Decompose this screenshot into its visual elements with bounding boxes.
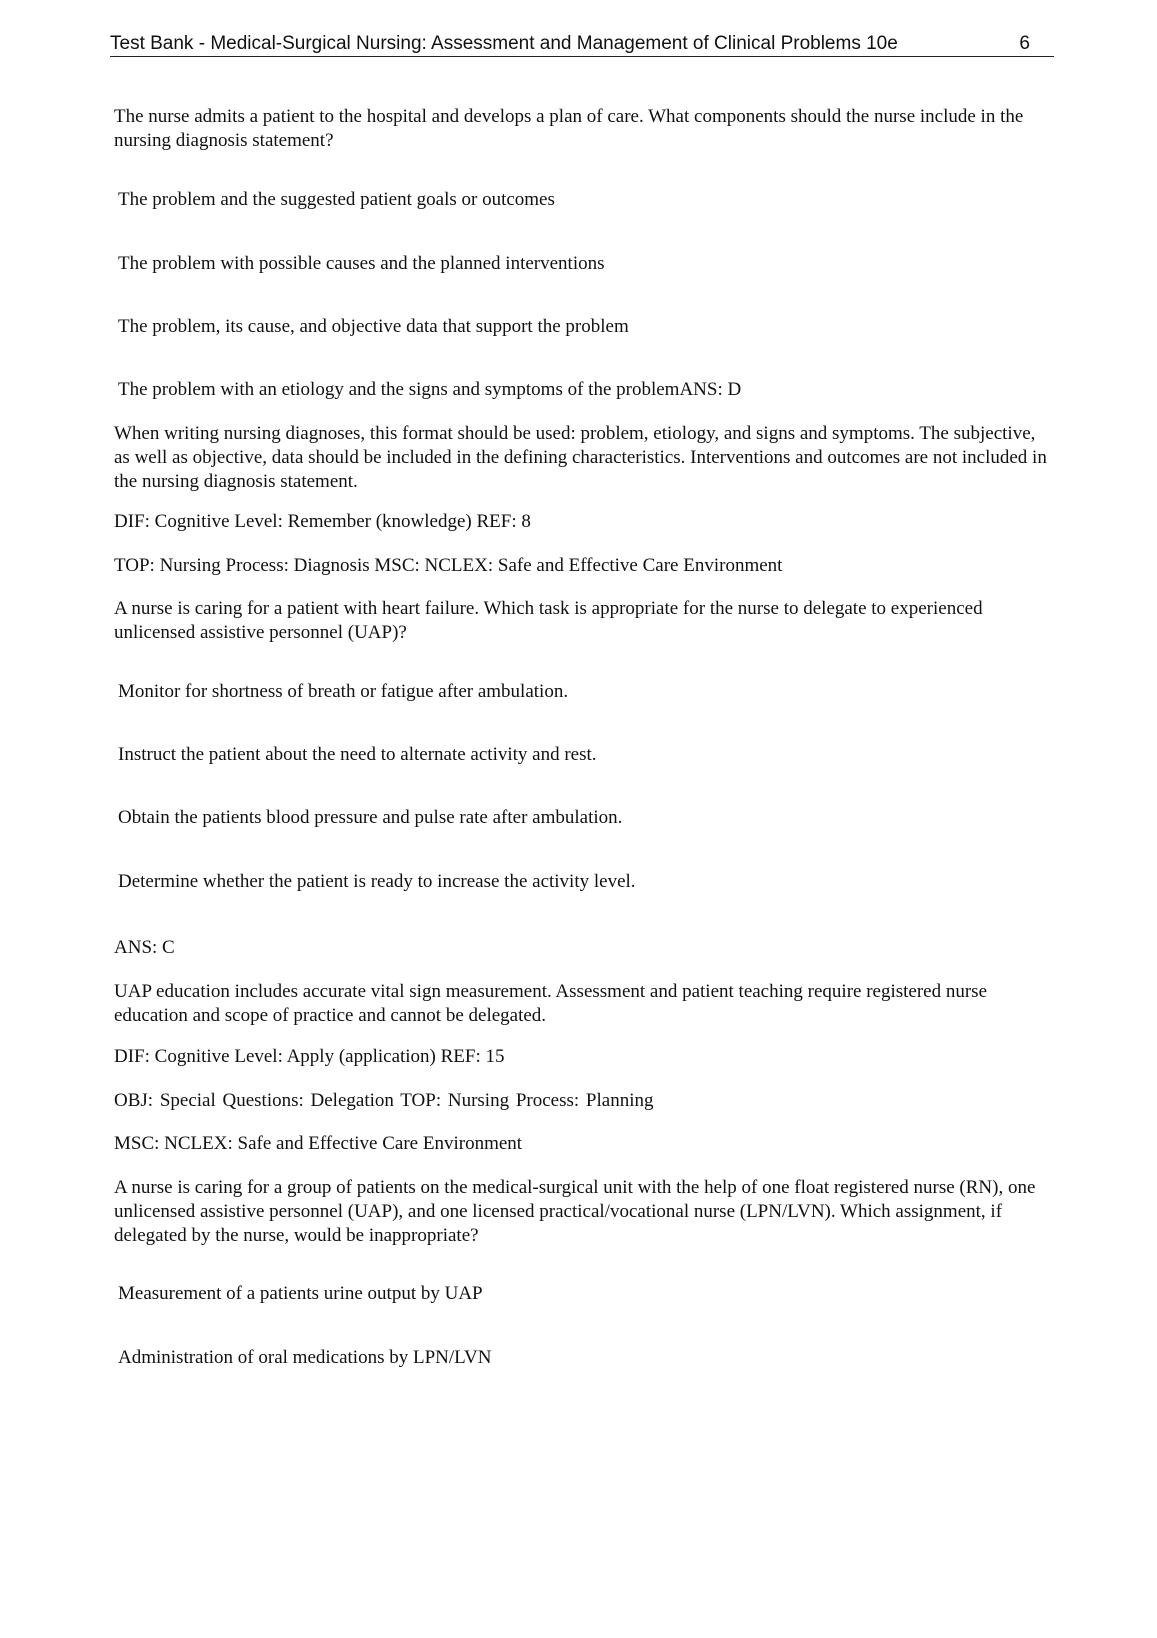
question-1-option-c: The problem, its cause, and objective data that support the problem — [118, 316, 629, 337]
question-2-rationale: UAP education includes accurate vital sign measurement. Assessment and patient teaching require registered nurse education and scope of practice and cannot be delegated. — [114, 981, 988, 1026]
question-2-msc: MSC: NCLEX: Safe and Effective Care Environment — [114, 1133, 523, 1154]
question-2-option-c: Obtain the patients blood pressure and pulse rate after ambulation. — [118, 807, 623, 828]
question-1-stem: The nurse admits a patient to the hospital and develops a plan of care. What components should the nurse include in the nursing diagnosis statement? — [114, 106, 1024, 151]
question-1-top: TOP: Nursing Process: Diagnosis MSC: NCLEX: Safe and Effective Care Environment — [114, 555, 783, 576]
question-1-option-b: The problem with possible causes and the planned interventions — [118, 253, 605, 274]
header-title: Test Bank - Medical-Surgical Nursing: Assessment and Management of Clinical Problems 10e — [110, 33, 898, 54]
question-1-rationale: When writing nursing diagnoses, this format should be used: problem, etiology, and signs and symptoms. The subjective, as well as objective, data should be included in the defining characteristics. Interventions and outcomes are not included in the nursing diagnosis statement. — [114, 423, 1047, 492]
question-3-stem: A nurse is caring for a group of patients on the medical-surgical unit with the help of one float registered nurse (RN), one unlicensed assistive personnel (UAP), and one licensed practical/vocational nurse (LPN/LVN). Which assignment, if delegated by the nurse, would be inappropriate? — [114, 1177, 1036, 1246]
page-number: 6 — [1019, 33, 1030, 54]
question-2-dif: DIF: Cognitive Level: Apply (application) REF: 15 — [114, 1046, 505, 1067]
question-2-option-b: Instruct the patient about the need to alternate activity and rest. — [118, 744, 597, 765]
question-2-stem: A nurse is caring for a patient with heart failure. Which task is appropriate for the nurse to delegate to experienced unlicensed assistive personnel (UAP)? — [114, 598, 983, 643]
question-2-answer: ANS: C — [114, 937, 175, 958]
question-2-option-a: Monitor for shortness of breath or fatigue after ambulation. — [118, 681, 569, 702]
page-header — [110, 30, 1054, 57]
question-3-option-a: Measurement of a patients urine output by UAP — [118, 1283, 483, 1304]
question-2-option-d: Determine whether the patient is ready to increase the activity level. — [118, 871, 636, 892]
question-1-dif: DIF: Cognitive Level: Remember (knowledge) REF: 8 — [114, 511, 531, 532]
question-1-option-a: The problem and the suggested patient goals or outcomes — [118, 189, 555, 210]
question-3-option-b: Administration of oral medications by LPN/LVN — [118, 1347, 492, 1368]
question-2-obj: OBJ: Special Questions: Delegation TOP: Nursing Process: Planning — [114, 1090, 654, 1111]
question-1-option-d: The problem with an etiology and the signs and symptoms of the problemANS: D — [118, 379, 742, 400]
